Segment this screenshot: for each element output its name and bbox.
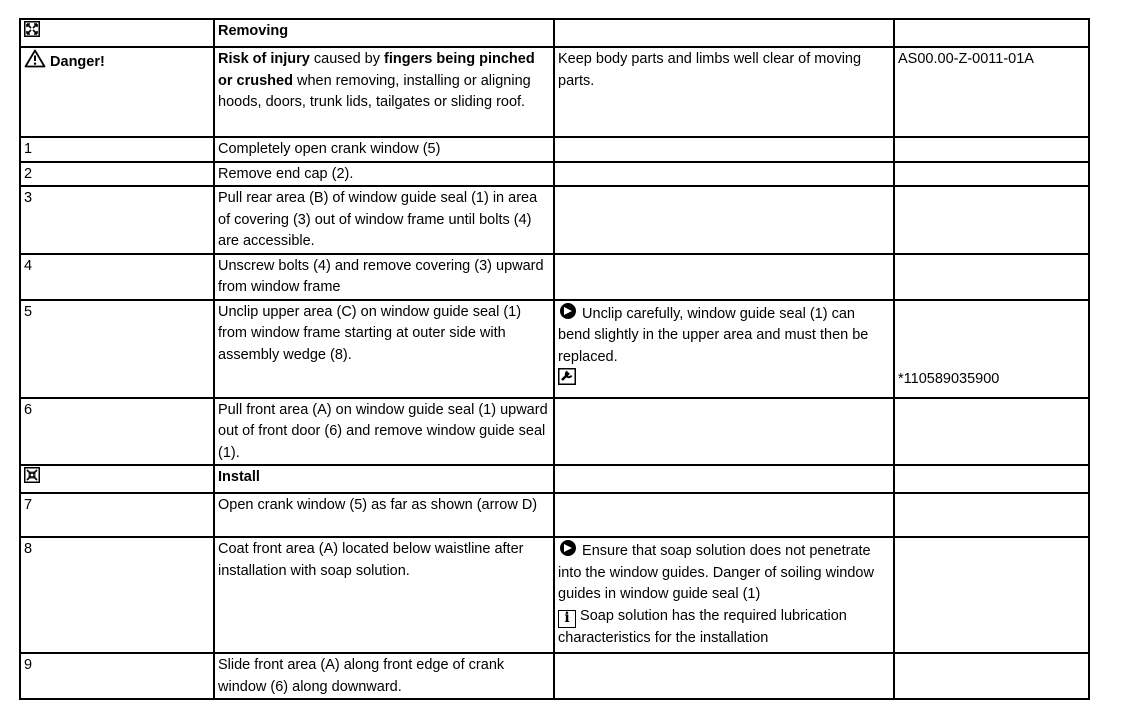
table-row: [20, 254, 1089, 300]
table-row: [20, 162, 1089, 187]
install-icon-cell: [20, 465, 214, 493]
procedure-table: [19, 18, 1090, 700]
danger-label: Danger!: [50, 54, 105, 70]
step-note: Ensure that soap solution does not penetrate into the window guides. Danger of soiling window guides in window guide seal (1): [558, 543, 874, 602]
step-number: 9: [20, 653, 214, 699]
section-header-removing: [20, 19, 1089, 47]
step-note: Unclip carefully, window guide seal (1) can bend slightly in the upper area and must then be replaced.: [558, 305, 869, 365]
danger-row: [20, 47, 1089, 137]
table-row: [20, 137, 1089, 162]
removal-procedure-icon: [24, 21, 40, 37]
step-text: Unscrew bolts (4) and remove covering (3) upward from window frame: [214, 254, 554, 300]
step-number: 4: [20, 254, 214, 300]
step-number: 5: [20, 300, 214, 398]
info-icon: i: [558, 610, 576, 628]
step-text: Unclip upper area (C) on window guide seal (1) from window frame starting at outer side with assembly wedge (8).: [214, 300, 554, 398]
step-note-cell: [554, 300, 894, 398]
section-title: Install: [214, 465, 554, 493]
table-row: [20, 537, 1089, 653]
installation-procedure-icon: [24, 467, 40, 483]
step-text: Open crank window (5) as far as shown (arrow D): [214, 493, 554, 537]
info-note: Soap solution has the required lubrication characteristics for the installation: [558, 607, 847, 646]
danger-reference: AS00.00-Z-0011-01A: [894, 47, 1089, 137]
section-title: Removing: [214, 19, 554, 47]
step-number: 8: [20, 537, 214, 653]
special-tool-icon: [558, 368, 576, 385]
note-pointer-icon: [558, 302, 578, 320]
step-number: 3: [20, 186, 214, 254]
table-row: [20, 653, 1089, 699]
step-number: 2: [20, 162, 214, 187]
danger-text: Risk of injury caused by fingers being pinched or crushed when removing, installing or aligning hoods, doors, trunk lids, tailgates or sliding roof.: [214, 47, 554, 137]
note-pointer-icon: [558, 539, 578, 557]
step-text: Pull rear area (B) of window guide seal (1) in area of covering (3) out of window frame until bolts (4) are accessible.: [214, 186, 554, 254]
step-number: 7: [20, 493, 214, 537]
step-text: Pull front area (A) on window guide seal (1) upward out of front door (6) and remove window guide seal (1).: [214, 398, 554, 466]
step-number: 6: [20, 398, 214, 466]
step-text: Coat front area (A) located below waistline after installation with soap solution.: [214, 537, 554, 653]
step-text: Completely open crank window (5): [214, 137, 554, 162]
section-header-install: [20, 465, 1089, 493]
step-text: Slide front area (A) along front edge of crank window (6) along downward.: [214, 653, 554, 699]
special-tool-reference: *110589035900: [894, 300, 1089, 398]
removal-icon-cell: [20, 19, 214, 47]
danger-measure: Keep body parts and limbs well clear of moving parts.: [554, 47, 894, 137]
step-text: Remove end cap (2).: [214, 162, 554, 187]
table-row: [20, 300, 1089, 398]
warning-triangle-icon: [24, 49, 46, 68]
table-row: [20, 398, 1089, 466]
table-row: [20, 186, 1089, 254]
step-note-cell: [554, 537, 894, 653]
step-number: 1: [20, 137, 214, 162]
table-row: [20, 493, 1089, 537]
